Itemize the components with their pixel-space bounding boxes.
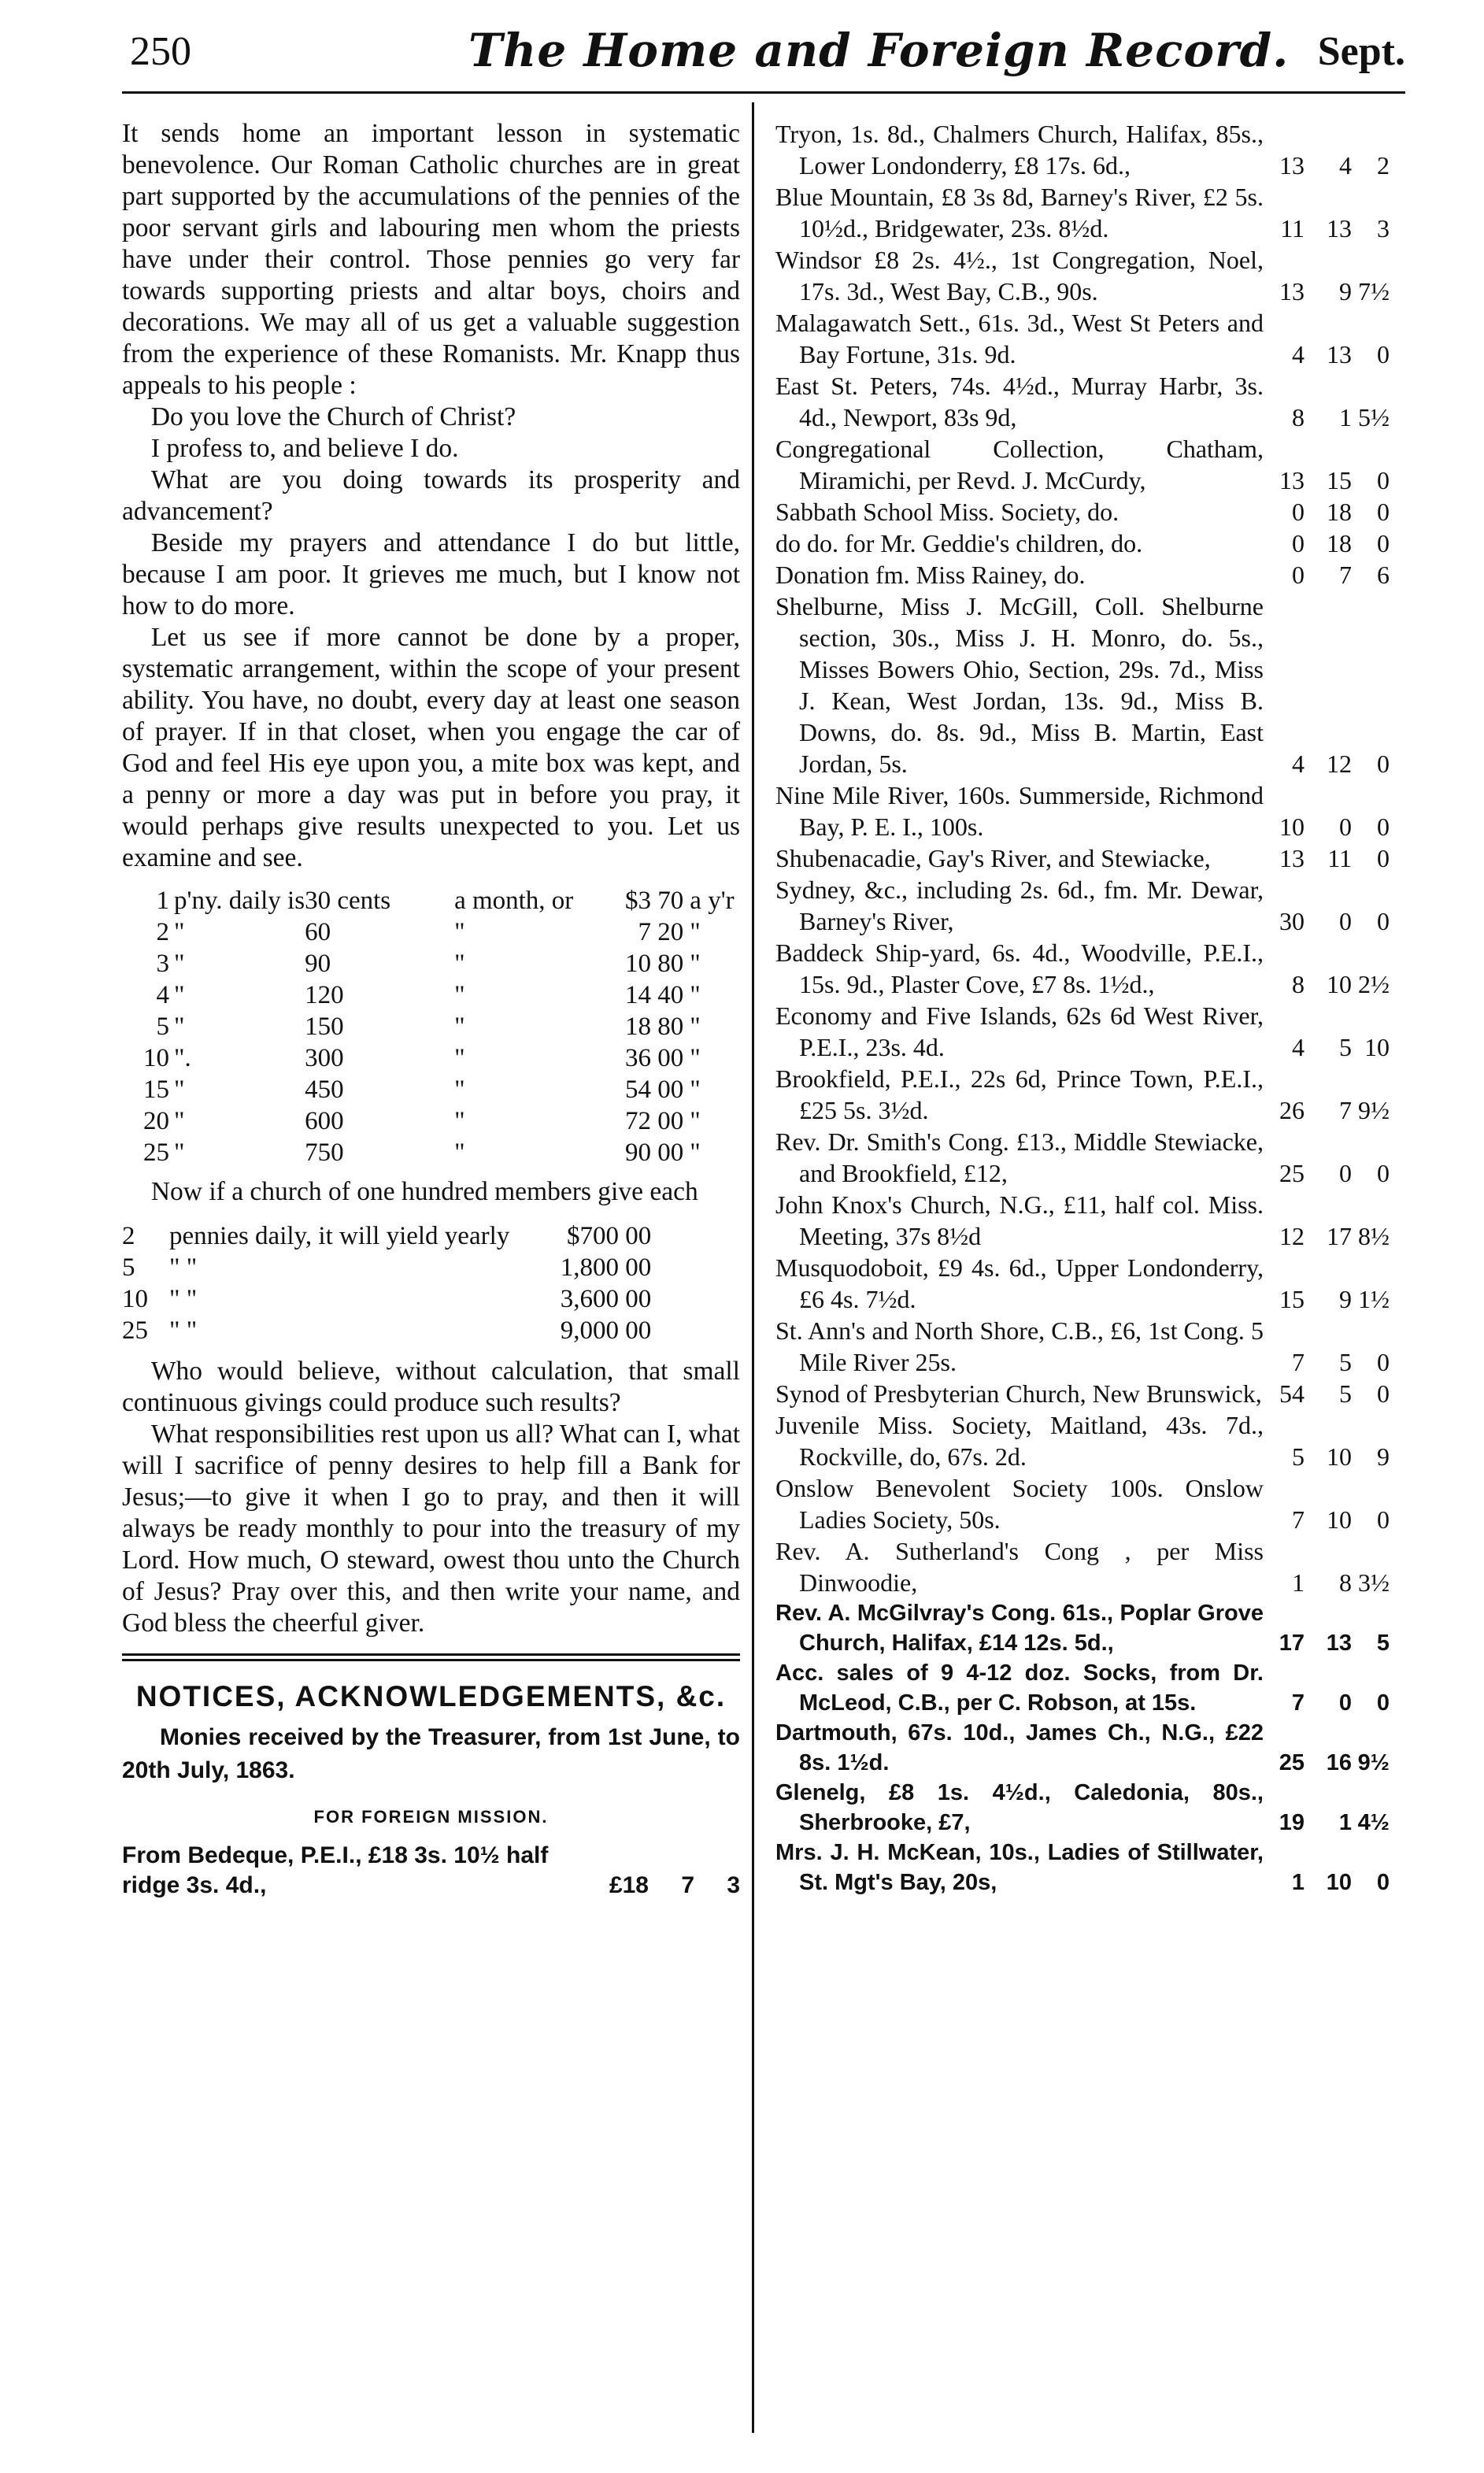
yields-cell: 2: [122, 1222, 135, 1250]
account-entry-text: Rev. Dr. Smith's Cong. £13., Middle Stewiacke, and Brookfield, £12,: [775, 1127, 1264, 1187]
left-column: [122, 118, 740, 1901]
account-entry-amount: [1248, 1688, 1390, 1718]
amount-shillings: 7: [1339, 1096, 1352, 1124]
amount-pounds: 25: [1279, 1159, 1305, 1187]
account-entry-text: Mrs. J. H. McKean, 10s., Ladies of Stillwater, St. Mgt's Bay, 20s,: [775, 1840, 1264, 1895]
amount-pounds: 11: [1280, 214, 1305, 242]
amount-pence: 8½: [1358, 1222, 1390, 1250]
account-entry-amount: [1248, 1868, 1390, 1897]
account-entry-amount: [1248, 1220, 1390, 1252]
rates-cell: ": [174, 981, 185, 1009]
account-entry: [775, 370, 1390, 433]
rates-cell: ": [174, 1075, 185, 1104]
rates-cell: 450: [305, 1075, 344, 1104]
account-entry-text: Congregational Collection, Chatham, Miramichi, per Revd. J. McCurdy,: [775, 435, 1264, 494]
account-entry: [775, 496, 1390, 528]
account-entry-text: Blue Mountain, £8 3s 8d, Barney's River, £2 5s. 10½d., Bridgewater, 23s. 8½d.: [775, 183, 1264, 242]
yields-row: [122, 1315, 651, 1346]
amount-pounds: 13: [1279, 844, 1305, 872]
rates-cell: 600: [305, 1107, 344, 1135]
account-entry-text: Shelburne, Miss J. McGill, Coll. Shelburne section, 30s., Miss J. H. Monro, do. 5s., Misses Bowers Ohio, Section, 29s. 7d., Miss J. Kean, West Jordan, 13s. 9d., Miss B. Downs, do. 8s. 9d., Miss B. Martin, East Jordan, 5s.: [775, 592, 1264, 778]
amount-pence: 0: [1377, 844, 1390, 872]
yields-cell: 1,800 00: [560, 1253, 652, 1282]
account-entry: [775, 118, 1390, 181]
amount-pence: 0: [1376, 1690, 1390, 1716]
account-entry-text: John Knox's Church, N.G., £11, half col. Miss. Meeting, 37s 8½d: [775, 1190, 1264, 1250]
account-entry-amount: [1248, 402, 1390, 433]
amount-shillings: 1: [1339, 403, 1352, 431]
yields-cell: 3,600 00: [560, 1285, 652, 1313]
account-entry-amount: [1248, 968, 1390, 1000]
account-entry-text: Synod of Presbyterian Church, New Brunswick,: [775, 1379, 1262, 1408]
account-entry-amount: [1248, 1378, 1390, 1409]
amount-pounds: £18: [609, 1872, 649, 1898]
account-entry: [775, 1535, 1390, 1598]
amount-pence: 9½: [1358, 1096, 1390, 1124]
rates-cell: 150: [305, 1013, 344, 1041]
account-entry-amount: [1248, 496, 1390, 528]
amount-pounds: 1: [1292, 1568, 1305, 1597]
yields-cell: " ": [169, 1285, 198, 1313]
account-entry: [775, 1252, 1390, 1315]
rates-cell: ": [174, 1013, 185, 1041]
amount-pence: 9½: [1357, 1750, 1390, 1775]
rates-cell: ": [454, 1044, 465, 1072]
amount-pounds: 5: [1292, 1442, 1305, 1471]
amount-shillings: 9: [1339, 1285, 1352, 1313]
amount-pence: 9: [1377, 1442, 1390, 1471]
amount-pence: 3: [1377, 214, 1390, 242]
account-entry-text: Acc. sales of 9 4-12 doz. Socks, from Dr. McLeod, C.B., per C. Robson, at 15s.: [775, 1660, 1264, 1716]
rates-cell: ": [454, 1107, 465, 1135]
rates-cell: ": [690, 1107, 701, 1135]
rates-cell: 10 80: [625, 950, 684, 978]
amount-pence: 2: [1377, 151, 1390, 180]
amount-pence: 0: [1377, 813, 1390, 841]
account-entry: [775, 1409, 1390, 1472]
notices-intro: Monies received by the Treasurer, from 1st June, to 20th July, 1863.: [122, 1724, 740, 1783]
account-entry: [775, 433, 1390, 496]
amount-shillings: 0: [1339, 907, 1352, 935]
account-entry-amount: [1248, 150, 1390, 181]
rates-cell: 36 00: [625, 1044, 684, 1072]
rates-cell: ": [174, 1138, 185, 1167]
rates-cell: p'ny. daily is: [174, 887, 305, 915]
rates-cell: ".: [174, 1044, 191, 1072]
amount-pounds: 54: [1279, 1379, 1305, 1408]
rates-cell: 54 00: [625, 1075, 684, 1104]
account-entry-text: Glenelg, £8 1s. 4½d., Caledonia, 80s., Sherbrooke, £7,: [775, 1780, 1264, 1835]
rates-cell: ": [174, 918, 185, 946]
rates-cell: ": [690, 1044, 701, 1072]
account-entry: [775, 842, 1390, 874]
amount-shillings: 18: [1327, 529, 1352, 557]
amount-pounds: 19: [1279, 1810, 1305, 1835]
amount-pounds: 17: [1279, 1631, 1305, 1656]
amount-pounds: 0: [1292, 529, 1305, 557]
rates-cell: 25: [143, 1138, 169, 1167]
rates-cell: a y'r: [690, 887, 735, 915]
account-entry: [775, 1315, 1390, 1378]
closing-paragraph: What responsibilities rest upon us all? What can I, what will I sacrifice of penny desires to help fill a Bank for Jesus;—to give it when I go to pray, and then it will always be ready monthly to pour into the treasury of my Lord. How much, O steward, owest thou unto the Church of Jesus? Pray over this, and then write your name, and God bless the cheerful giver.: [122, 1420, 740, 1638]
yields-cell: 10: [122, 1285, 148, 1313]
rates-cell: ": [174, 950, 185, 978]
rates-cell: 14 40: [625, 981, 684, 1009]
rates-cell: ": [690, 918, 701, 946]
amount-pounds: 7: [1292, 1348, 1305, 1376]
rates-cell: 2: [156, 918, 169, 946]
amount-pounds: 8: [1292, 970, 1305, 998]
yields-cell: " ": [169, 1253, 198, 1282]
amount-shillings: 18: [1327, 498, 1352, 526]
amount-pence: 4½: [1357, 1810, 1390, 1835]
account-entry-text: Brookfield, P.E.I., 22s 6d, Prince Town, P.E.I., £25 5s. 3½d.: [775, 1064, 1264, 1124]
rates-cell: 15: [143, 1075, 169, 1104]
amount-pounds: 15: [1279, 1285, 1305, 1313]
calculation-paragraph: Who would believe, without calculation, that small continuous givings could produce such results?: [122, 1357, 740, 1417]
rates-row: [122, 916, 735, 948]
rates-cell: 30 cents: [305, 887, 391, 915]
amount-pounds: 4: [1292, 750, 1305, 778]
amount-shillings: 5: [1339, 1348, 1352, 1376]
amount-pence: 7½: [1358, 277, 1390, 305]
page-number: 250: [130, 29, 191, 74]
account-entry: [775, 779, 1390, 842]
account-entry-amount: [1248, 528, 1390, 559]
rates-row: [122, 1074, 735, 1105]
amount-shillings: 7: [1339, 561, 1352, 589]
account-entry: [775, 1598, 1390, 1658]
rates-row: [122, 979, 735, 1011]
account-entry-amount: [1248, 1567, 1390, 1598]
section-divider: [122, 1653, 740, 1661]
rates-cell: 60: [305, 918, 331, 946]
rates-cell: ": [690, 1075, 701, 1104]
rates-cell: ": [454, 950, 465, 978]
intro-paragraph: It sends home an important lesson in systematic benevolence. Our Roman Catholic churches are in great part supported by the accumulations of the pennies of the poor servant girls and labouring men whom the priests have under their control. Those pennies go very far towards supporting priests and altar boys, choirs and decorations. We may all of us get a valuable suggestion from the experience of these Romanists. Mr. Knapp thus appeals to his people :: [122, 119, 740, 400]
rates-cell: 90: [305, 950, 331, 978]
account-entry-amount: [1248, 1157, 1390, 1189]
amount-shillings: 0: [1339, 1159, 1352, 1187]
rates-cell: 300: [305, 1044, 344, 1072]
account-entry-amount: [1248, 1346, 1390, 1378]
amount-pounds: 25: [1279, 1750, 1305, 1775]
yields-row: [122, 1283, 651, 1315]
account-entry-amount: [1248, 559, 1390, 590]
yields-cell: $700 00: [567, 1222, 652, 1250]
rates-cell: 20: [143, 1107, 169, 1135]
amount-shillings: 13: [1327, 214, 1352, 242]
rates-cell: 750: [305, 1138, 344, 1167]
amount-shillings: 10: [1327, 1442, 1352, 1471]
rates-row: [122, 1137, 735, 1168]
amount-shillings: 16: [1326, 1750, 1352, 1775]
rates-cell: ": [690, 950, 701, 978]
amount-shillings: 12: [1327, 750, 1352, 778]
amount-shillings: 0: [1339, 813, 1352, 841]
account-entry-amount: [1248, 465, 1390, 496]
amount-pounds: 10: [1279, 813, 1305, 841]
rates-cell: ": [454, 1138, 465, 1167]
account-entry: [775, 1378, 1390, 1409]
amount-pounds: 8: [1292, 403, 1305, 431]
rates-cell: 10: [143, 1044, 169, 1072]
account-entry: [775, 1778, 1390, 1838]
rates-cell: ": [454, 1013, 465, 1041]
account-entry-text: East St. Peters, 74s. 4½d., Murray Harbr, 3s. 4d., Newport, 83s 9d,: [775, 372, 1264, 431]
amount-pounds: 30: [1279, 907, 1305, 935]
rates-cell: ": [690, 981, 701, 1009]
account-entry-text: Sydney, &c., including 2s. 6d., fm. Mr. Dewar, Barney's River,: [775, 876, 1264, 935]
account-entry-amount: [1248, 1031, 1390, 1063]
dialog-line: Beside my prayers and attendance I do but little, because I am poor. It grieves me much, but I know not how to do more.: [122, 528, 740, 620]
account-entry-amount: [1248, 748, 1390, 779]
amount-pence: 0: [1377, 1348, 1390, 1376]
amount-pence: 0: [1377, 750, 1390, 778]
account-entry: [775, 528, 1390, 559]
entry-text: From Bedeque, P.E.I., £18 3s. 10½ half ridge 3s. 4d.,: [122, 1842, 549, 1898]
account-entry: [775, 1472, 1390, 1535]
amount-pence: 0: [1377, 1379, 1390, 1408]
amount-shillings: 4: [1339, 151, 1352, 180]
dialog-line: Do you love the Church of Christ?: [150, 402, 516, 431]
amount-pounds: 13: [1279, 277, 1305, 305]
amount-shillings: 17: [1327, 1222, 1352, 1250]
rates-row: [122, 1042, 735, 1074]
rates-row: [122, 885, 735, 916]
amount-pence: 1½: [1358, 1285, 1390, 1313]
account-entry-amount: [1248, 1094, 1390, 1126]
account-entry: [775, 181, 1390, 244]
amount-pence: 0: [1377, 529, 1390, 557]
account-entry-text: Baddeck Ship-yard, 6s. 4d., Woodville, P.E.I., 15s. 9d., Plaster Cove, £7 8s. 1½d.,: [775, 938, 1264, 998]
account-entry: [775, 559, 1390, 590]
amount-shillings: 0: [1338, 1690, 1352, 1716]
amount-shillings: 15: [1327, 466, 1352, 494]
amount-pence: 3½: [1358, 1568, 1390, 1597]
amount-pounds: 4: [1292, 340, 1305, 368]
account-entry-text: Dartmouth, 67s. 10d., James Ch., N.G., £22 8s. 1½d.: [775, 1720, 1264, 1775]
account-entry: [775, 1838, 1390, 1897]
amount-shillings: 10: [1327, 1505, 1352, 1534]
rates-cell: 4: [156, 981, 169, 1009]
amount-pence: 0: [1377, 1159, 1390, 1187]
amount-shillings: 11: [1327, 844, 1352, 872]
account-entry-amount: [1248, 842, 1390, 874]
appeal-paragraph: Let us see if more cannot be done by a proper, systematic arrangement, within the scope of your present ability. You have, no doubt, every day at least one season of prayer. If in that closet, when you engage the car of God and feel His eye upon you, a mite box was kept, and a penny or more a day was put in before you pray, it would perhaps give results unexpected to you. Let us examine and see.: [122, 623, 740, 872]
rates-cell: 5: [156, 1013, 169, 1041]
rates-cell: 120: [305, 981, 344, 1009]
yields-cell: " ": [169, 1316, 198, 1345]
hundred-members-line: Now if a church of one hundred members give each: [150, 1177, 698, 1206]
header-rule: [122, 91, 1405, 94]
amount-shillings: 13: [1327, 340, 1352, 368]
right-column: [775, 118, 1390, 1897]
rates-cell: ": [690, 1138, 701, 1167]
rates-cell: 1: [156, 887, 169, 915]
rates-row: [122, 1105, 735, 1137]
issue-month: Sept.: [1317, 29, 1405, 74]
amount-shillings: 10: [1326, 1870, 1352, 1895]
account-entry-text: Juvenile Miss. Society, Maitland, 43s. 7d., Rockville, do, 67s. 2d.: [775, 1411, 1264, 1471]
account-entry-amount: [1248, 1748, 1390, 1778]
account-entry: [775, 874, 1390, 937]
account-entry-amount: [1248, 905, 1390, 937]
rates-row: [122, 1011, 735, 1042]
amount-pounds: 7: [1292, 1505, 1305, 1534]
notices-heading: NOTICES, ACKNOWLEDGEMENTS, &c.: [135, 1680, 727, 1712]
dialog-line: What are you doing towards its prosperity and advancement?: [122, 465, 740, 526]
yields-cell: 25: [122, 1316, 148, 1345]
amount-pounds: 0: [1292, 498, 1305, 526]
account-entry-text: Economy and Five Islands, 62s 6d West River, P.E.I., 23s. 4d.: [775, 1001, 1264, 1061]
account-entry-amount: [1248, 1504, 1390, 1535]
account-entry-text: Onslow Benevolent Society 100s. Onslow Ladies Society, 50s.: [775, 1474, 1264, 1534]
amount-pence: 0: [1377, 340, 1390, 368]
ledger-entry: [122, 1841, 740, 1901]
amount-pence: 0: [1377, 907, 1390, 935]
rates-cell: ": [454, 918, 465, 946]
amount-pounds: 12: [1279, 1222, 1305, 1250]
account-entry: [775, 590, 1390, 779]
rates-cell: 72 00: [625, 1107, 684, 1135]
rates-cell: 18 80: [625, 1013, 684, 1041]
account-entry-text: Tryon, 1s. 8d., Chalmers Church, Halifax, 85s., Lower Londonderry, £8 17s. 6d.,: [775, 120, 1264, 180]
account-entry-amount: [1248, 1283, 1390, 1315]
amount-pence: 6: [1377, 561, 1390, 589]
yields-cell: 9,000 00: [560, 1316, 652, 1345]
account-entry-text: do do. for Mr. Geddie's children, do.: [775, 529, 1143, 557]
yields-row: [122, 1220, 651, 1252]
account-entry-amount: [1248, 1628, 1390, 1658]
amount-pence: 0: [1376, 1870, 1390, 1895]
account-entry-text: Rev. A. Sutherland's Cong , per Miss Dinwoodie,: [775, 1537, 1264, 1597]
entry-amount: [606, 1871, 740, 1901]
rates-cell: $3 70: [625, 887, 684, 915]
amount-pounds: 13: [1279, 151, 1305, 180]
account-entry-text: St. Ann's and North Shore, C.B., £6, 1st Cong. 5 Mile River 25s.: [775, 1316, 1264, 1376]
account-entry: [775, 1063, 1390, 1126]
dialog-line: I profess to, and believe I do.: [150, 434, 459, 463]
account-entry: [775, 1718, 1390, 1778]
account-entry: [775, 307, 1390, 370]
rates-cell: ": [454, 1075, 465, 1104]
rates-cell: ": [454, 981, 465, 1009]
account-entry-text: Donation fm. Miss Rainey, do.: [775, 561, 1086, 589]
account-entry-text: Malagawatch Sett., 61s. 3d., West St Peters and Bay Fortune, 31s. 9d.: [775, 309, 1264, 368]
column-divider: [752, 102, 754, 2433]
yields-cell: pennies daily, it will yield yearly: [169, 1222, 510, 1250]
account-entry-text: Sabbath School Miss. Society, do.: [775, 498, 1119, 526]
account-entry-text: Rev. A. McGilvray's Cong. 61s., Poplar Grove Church, Halifax, £14 12s. 5d.,: [775, 1601, 1264, 1656]
account-entry: [775, 244, 1390, 307]
amount-pence: 5½: [1358, 403, 1390, 431]
amount-pence: 5: [1376, 1631, 1390, 1656]
amount-pounds: 1: [1291, 1870, 1305, 1895]
account-entry-amount: [1248, 213, 1390, 244]
amount-pence: 3: [727, 1872, 740, 1898]
account-entry-text: Nine Mile River, 160s. Summerside, Richmond Bay, P. E. I., 100s.: [775, 781, 1264, 841]
yields-cell: 5: [122, 1253, 135, 1282]
account-entry: [775, 1658, 1390, 1718]
account-entry-text: Shubenacadie, Gay's River, and Stewiacke,: [775, 844, 1211, 872]
amount-pounds: 0: [1292, 561, 1305, 589]
yields-row: [122, 1252, 651, 1283]
amount-pounds: 7: [1291, 1690, 1305, 1716]
amount-shillings: 13: [1326, 1631, 1352, 1656]
rates-cell: ": [690, 1013, 701, 1041]
amount-pence: 0: [1377, 1505, 1390, 1534]
amount-pounds: 4: [1292, 1033, 1305, 1061]
account-entry-amount: [1248, 1808, 1390, 1838]
rates-cell: a month, or: [454, 887, 574, 915]
amount-pence: 2½: [1358, 970, 1390, 998]
rates-cell: ": [174, 1107, 185, 1135]
page-header: [130, 24, 1405, 99]
amount-pence: 10: [1364, 1033, 1390, 1061]
amount-shillings: 1: [1338, 1810, 1352, 1835]
amount-pounds: 26: [1279, 1096, 1305, 1124]
amount-shillings: 7: [681, 1872, 694, 1898]
amount-shillings: 5: [1339, 1379, 1352, 1408]
account-entry-amount: [1248, 339, 1390, 370]
penny-rates-table: [122, 885, 735, 1168]
account-entry: [775, 937, 1390, 1000]
account-entry: [775, 1189, 1390, 1252]
amount-pence: 0: [1377, 498, 1390, 526]
yearly-yield-table: [122, 1220, 651, 1346]
account-entry-text: Windsor £8 2s. 4½., 1st Congregation, Noel, 17s. 3d., West Bay, C.B., 90s.: [775, 246, 1264, 305]
amount-shillings: 10: [1327, 970, 1352, 998]
account-entry: [775, 1000, 1390, 1063]
amount-shillings: 8: [1339, 1568, 1352, 1597]
rates-cell: 3: [156, 950, 169, 978]
amount-shillings: 9: [1339, 277, 1352, 305]
amount-shillings: 5: [1339, 1033, 1352, 1061]
rates-row: [122, 948, 735, 979]
amount-pounds: 13: [1279, 466, 1305, 494]
amount-pence: 0: [1377, 466, 1390, 494]
account-entry-amount: [1248, 276, 1390, 307]
account-entry-amount: [1248, 811, 1390, 842]
rates-cell: 7 20: [638, 918, 684, 946]
rates-cell: 90 00: [625, 1138, 684, 1167]
account-entry-amount: [1248, 1441, 1390, 1472]
foreign-mission-heading: FOR FOREIGN MISSION.: [313, 1807, 549, 1827]
journal-title: The Home and Foreign Record.: [468, 24, 1290, 77]
account-entry-text: Musquodoboit, £9 4s. 6d., Upper Londonderry, £6 4s. 7½d.: [775, 1253, 1264, 1313]
account-entry: [775, 1126, 1390, 1189]
